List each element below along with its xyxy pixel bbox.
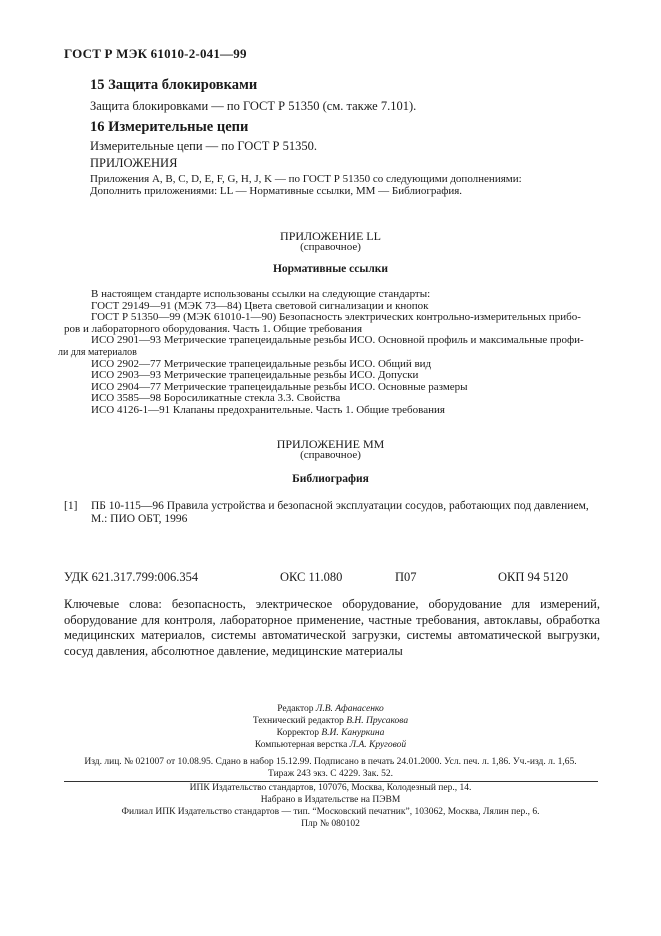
section-15-title: 15 Защита блокировками bbox=[90, 77, 258, 93]
reference-item-continuation: ли для материалов bbox=[58, 346, 137, 358]
divider bbox=[64, 781, 598, 782]
appendix-mm-subheading: (справочное) bbox=[300, 449, 361, 461]
credit-tech-editor bbox=[0, 716, 661, 728]
appendix-ll-heading: ПРИЛОЖЕНИЕ LL bbox=[280, 229, 381, 243]
appendix-mm-title: Библиография bbox=[292, 473, 369, 485]
credit-tech-label: Технический редактор bbox=[252, 716, 344, 726]
section-15-text: Защита блокировками — по ГОСТ Р 51350 (см. также 7.101). bbox=[90, 99, 417, 113]
okp-code: ОКП 94 5120 bbox=[498, 570, 569, 584]
reference-item: ИСО 4126-1—91 Клапаны предохранительные. Часть 1. Общие требования bbox=[91, 403, 445, 416]
oks-code: ОКС 11.080 bbox=[280, 570, 343, 584]
document-header-id: ГОСТ Р МЭК 61010-2-041—99 bbox=[64, 46, 247, 61]
imprint-line-1: Изд. лиц. № 021007 от 10.08.95. Сдано в набор 15.12.99. Подписано в печать 24.01.2000. Усл. печ. л. 1,86. Уч.-изд. л. 1,65. bbox=[84, 757, 577, 767]
section-16-title: 16 Измерительные цепи bbox=[90, 119, 249, 135]
appendix-ll-subheading: (справочное) bbox=[300, 241, 361, 253]
credit-layout-label: Компьютерная верстка bbox=[254, 740, 348, 750]
credit-corrector bbox=[0, 728, 661, 740]
reference-item: ИСО 3585—98 Боросиликатные стекла 3.3. Свойства bbox=[91, 392, 341, 405]
publisher-line-4: Плр № 080102 bbox=[301, 819, 360, 829]
reference-item: ИСО 2903—93 Метрические трапецеидальные резьбы ИСО. Допуски bbox=[91, 369, 419, 382]
credit-editor bbox=[0, 704, 661, 716]
udk-code: УДК 621.317.799:006.354 bbox=[64, 570, 199, 584]
credit-corr-name: В.И. Кануркина bbox=[321, 728, 385, 738]
publisher-line-1: ИПК Издательство стандартов, 107076, Москва, Колодезный пер., 14. bbox=[189, 783, 472, 793]
bibliography-item-number: [1] bbox=[64, 500, 78, 512]
references-intro: В настоящем стандарте использованы ссылки на следующие стандарты: bbox=[91, 288, 431, 300]
appendix-ll-title: Нормативные ссылки bbox=[272, 263, 389, 275]
reference-item: ГОСТ Р 51350—99 (МЭК 61010-1—90) Безопасность электрических контрольно-измерительных прибо- bbox=[91, 311, 581, 324]
appendices-line-1: Приложения A, B, C, D, E, F, G, H, J, K — по ГОСТ Р 51350 со следующими дополнениями: bbox=[90, 173, 522, 185]
credit-layout-name: Л.А. Круговой bbox=[349, 740, 407, 750]
credit-editor-label: Редактор bbox=[277, 704, 314, 714]
credit-editor-name: Л.В. Афанасенко bbox=[315, 704, 384, 714]
imprint-line-2: Тираж 243 экз. С 4229. Зак. 52. bbox=[268, 769, 393, 779]
reference-item-continuation: ров и лабораторного оборудования. Часть 1. Общие требования bbox=[64, 322, 363, 335]
reference-item: ГОСТ 29149—91 (МЭК 73—84) Цвета световой сигнализации и кнопок bbox=[91, 299, 429, 312]
normative-references bbox=[58, 288, 604, 417]
bibliography-item-text: ПБ 10-115—96 Правила устройства и безопасной эксплуатации сосудов, работающих под давлением, М.: ПИО ОБТ, 1996 bbox=[91, 500, 589, 525]
credit-tech-name: В.Н. Прусакова bbox=[346, 716, 409, 726]
credit-corr-label: Корректор bbox=[276, 728, 319, 738]
publisher-line-3: Филиал ИПК Издательство стандартов — тип. “Московский печатник”, 103062, Москва, Лялин пер., 6. bbox=[121, 807, 540, 817]
reference-item: ИСО 2902—77 Метрические трапецеидальные резьбы ИСО. Общий вид bbox=[91, 357, 432, 370]
appendix-mm-heading: ПРИЛОЖЕНИЕ MM bbox=[276, 437, 385, 451]
reference-item: ИСО 2901—93 Метрические трапецеидальные резьбы ИСО. Основной профиль и максимальные профи- bbox=[91, 334, 584, 347]
p-code: П07 bbox=[395, 570, 417, 584]
appendices-heading: ПРИЛОЖЕНИЯ bbox=[90, 156, 178, 170]
keywords-paragraph: Ключевые слова: безопасность, электрическое оборудование, оборудование для измерений, оборудование для контроля, лабораторное применение, частные требования, автоклавы, обработка медицинских материалов, системы автоматической загрузки, системы автоматической выгрузки, сосуд давления, абсолютное давление, медицинские материалы bbox=[64, 597, 600, 658]
appendices-line-2: Дополнить приложениями: LL — Нормативные ссылки, MM — Библиография. bbox=[90, 185, 463, 197]
credit-layout bbox=[0, 740, 661, 752]
publisher-line-2: Набрано в Издательстве на ПЭВМ bbox=[260, 795, 401, 805]
section-16-text: Измерительные цепи — по ГОСТ Р 51350. bbox=[90, 139, 317, 153]
reference-item: ИСО 2904—77 Метрические трапецеидальные резьбы ИСО. Основные размеры bbox=[91, 380, 468, 393]
